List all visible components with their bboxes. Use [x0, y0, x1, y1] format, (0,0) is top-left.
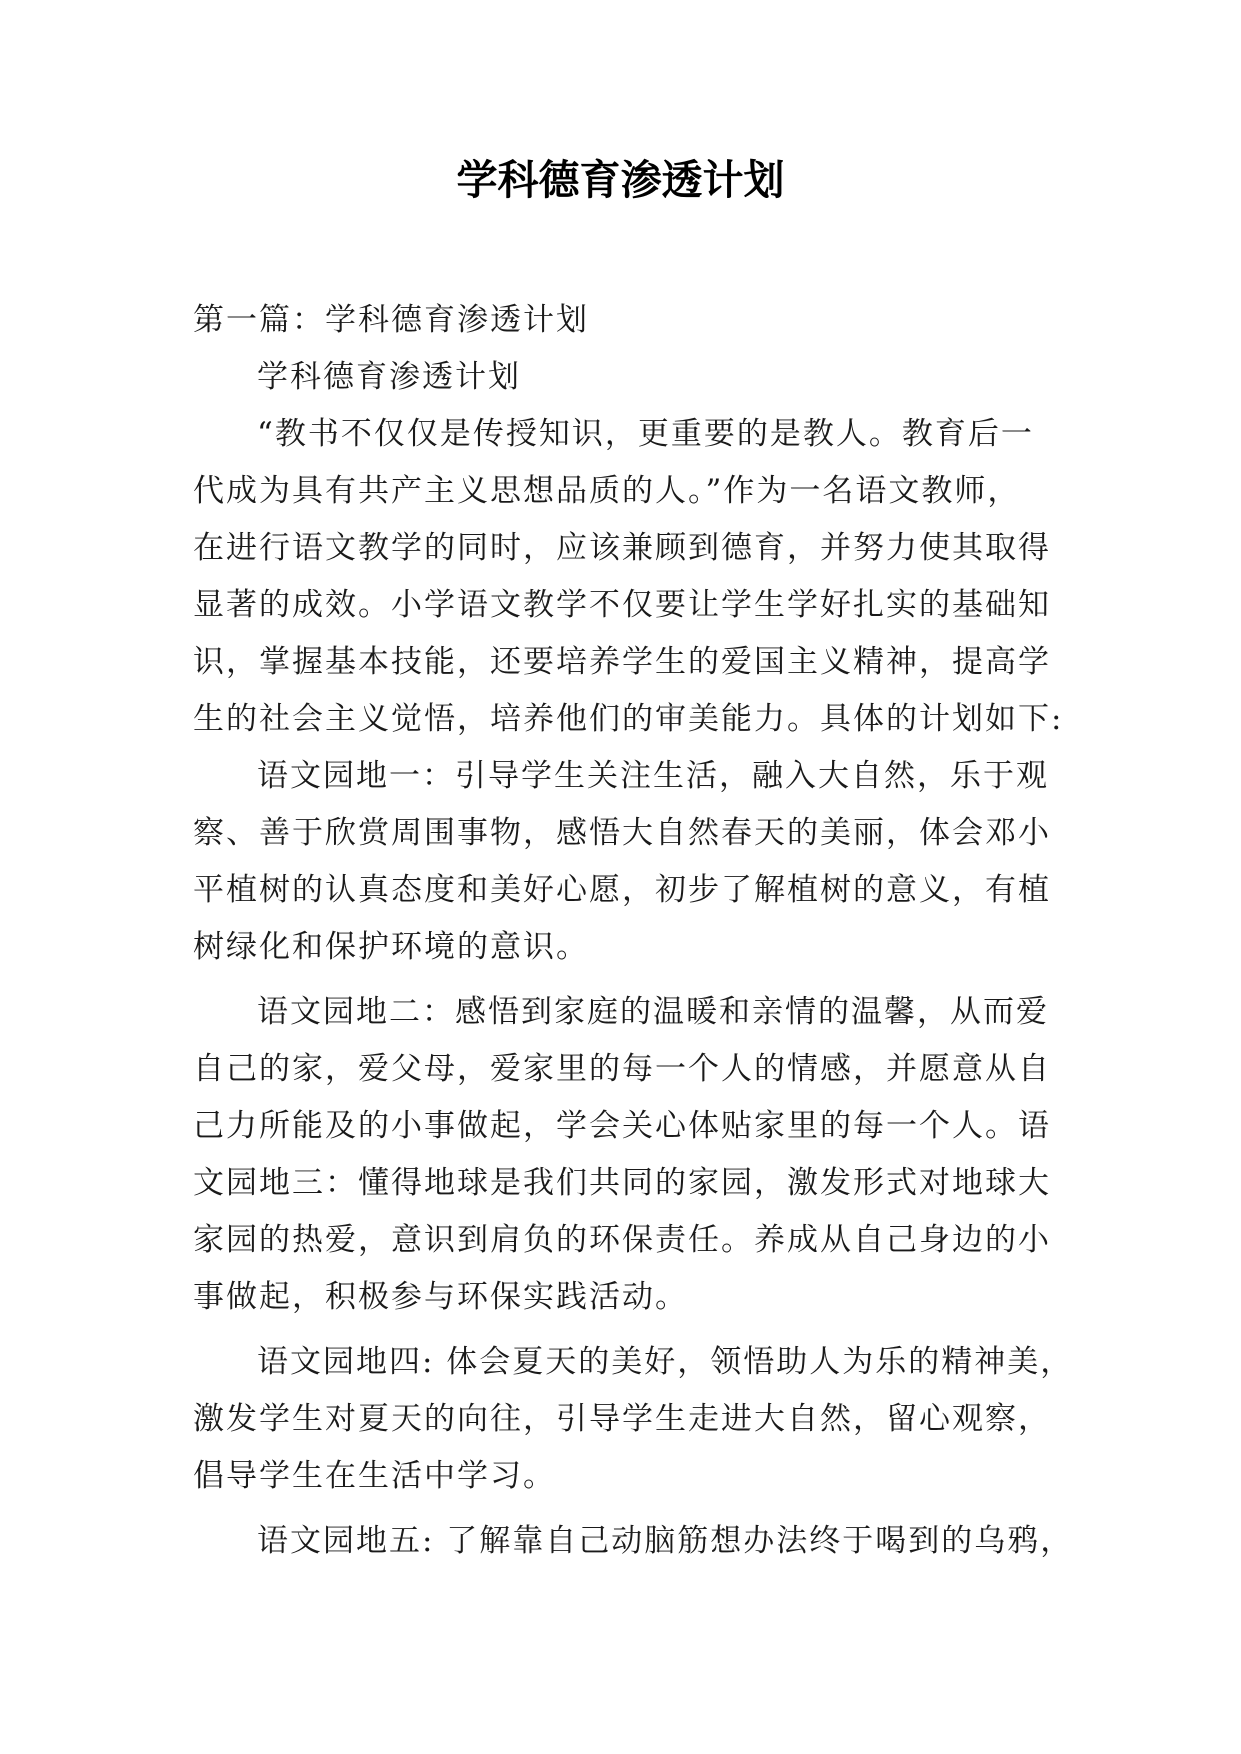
body-line: 识，掌握基本技能，还要培养学生的爱国主义精神，提高学 [193, 644, 1051, 680]
section-heading: 第一篇：学科德育渗透计划 [193, 302, 589, 338]
body-line: 显著的成效。小学语文教学不仅要让学生学好扎实的基础知 [193, 587, 1051, 623]
body-line: 在进行语文教学的同时，应该兼顾到德育，并努力使其取得 [193, 530, 1051, 566]
body-line: 平植树的认真态度和美好心愿，初步了解植树的意义，有植 [193, 872, 1051, 908]
body-line: 语文园地一：引导学生关注生活，融入大自然，乐于观 [257, 758, 1049, 794]
body-line: 生的社会主义觉悟，培养他们的审美能力。具体的计划如下: [193, 701, 1064, 737]
body-line: 文园地三：懂得地球是我们共同的家园，激发形式对地球大 [193, 1165, 1051, 1201]
body-line: 树绿化和保护环境的意识。 [193, 929, 589, 965]
document-body [193, 292, 1074, 1570]
body-line: 语文园地五: 了解靠自己动脑筋想办法终于喝到的乌鸦， [257, 1523, 1074, 1559]
document-title: 学科德育渗透计划 [456, 156, 785, 204]
body-line: 察、善于欣赏周围事物，感悟大自然春天的美丽，体会邓小 [193, 815, 1051, 851]
body-line: 己力所能及的小事做起，学会关心体贴家里的每一个人。语 [193, 1108, 1051, 1144]
body-line: 激发学生对夏天的向往，引导学生走进大自然，留心观察， [193, 1401, 1051, 1437]
body-line: 语文园地四: 体会夏天的美好，领悟助人为乐的精神美， [257, 1344, 1074, 1380]
section-subtitle: 学科德育渗透计划 [257, 359, 521, 395]
body-line: “教书不仅仅是传授知识，更重要的是教人。教育后一 [257, 416, 1034, 452]
body-line: 家园的热爱，意识到肩负的环保责任。养成从自己身边的小 [193, 1222, 1051, 1258]
body-line: 事做起，积极参与环保实践活动。 [193, 1279, 688, 1315]
body-line: 代成为具有共产主义思想品质的人。”作为一名语文教师， [193, 473, 1021, 509]
body-line: 语文园地二：感悟到家庭的温暖和亲情的温馨，从而爱 [257, 994, 1049, 1030]
body-line: 倡导学生在生活中学习。 [193, 1458, 556, 1494]
body-line: 自己的家，爱父母，爱家里的每一个人的情感，并愿意从自 [193, 1051, 1051, 1087]
